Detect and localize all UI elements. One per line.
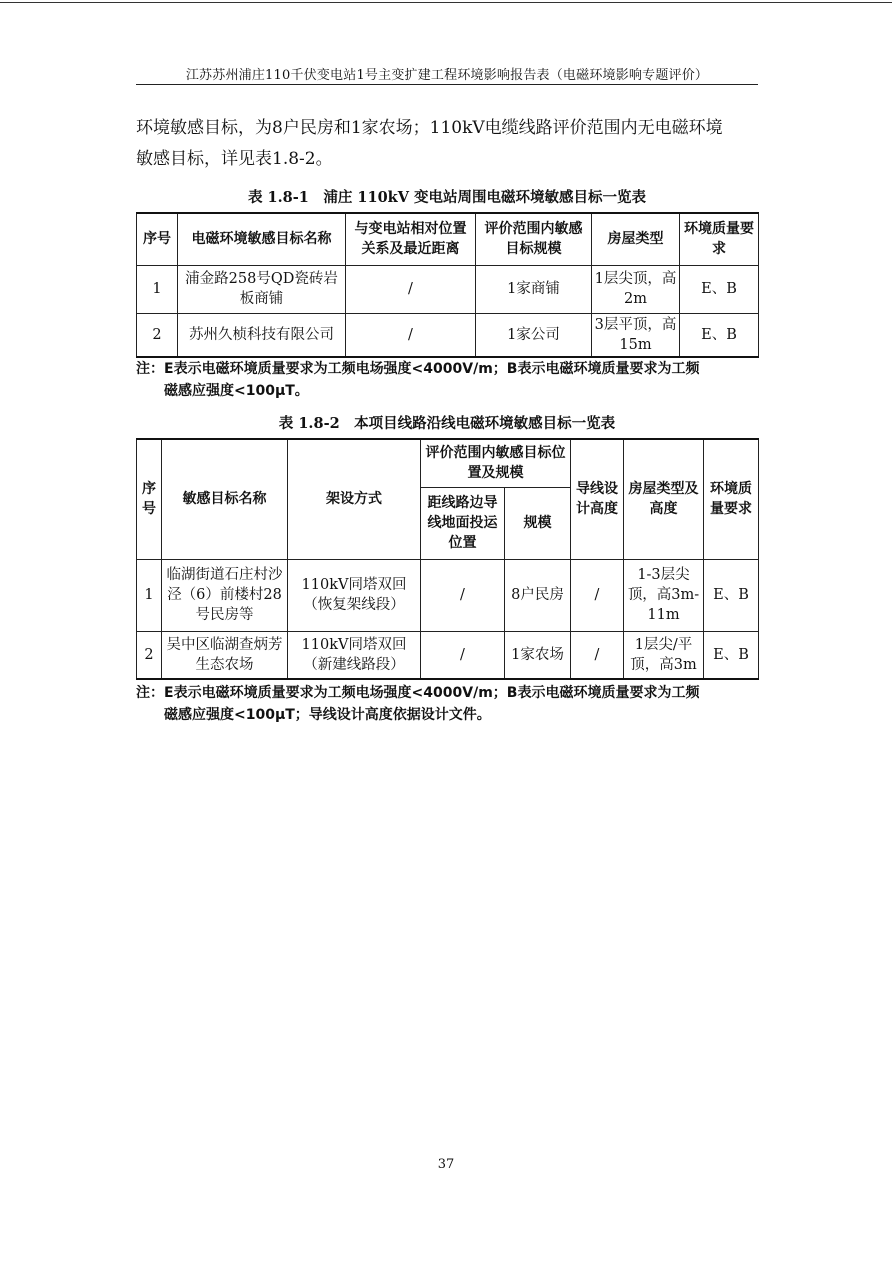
table1: [136, 212, 759, 358]
table1-header-row: [137, 213, 759, 265]
table-cell: 110kV同塔双回（恢复架线段）: [288, 559, 421, 631]
table-cell: 8户民房: [505, 559, 571, 631]
table-row: [137, 265, 759, 313]
body-line-1: 环境敏感目标，为8户民房和1家农场；110kV电缆线路评价范围内无电磁环境: [136, 118, 723, 138]
table2-header-cell: 距线路边导线地面投运位置: [421, 487, 505, 559]
body-line-2: 敏感目标，详见表1.8-2。: [136, 149, 333, 169]
page-header: 江苏苏州浦庄110千伏变电站1号主变扩建工程环境影响报告表（电磁环境影响专题评价）: [185, 68, 709, 83]
table-cell: 苏州久桢科技有限公司: [178, 313, 346, 357]
table-cell: 3层平顶，高15m: [592, 313, 680, 357]
top-border-line: [0, 2, 892, 3]
table2-note-line-1: 注：E表示电磁环境质量要求为工频电场强度<4000V/m；B表示电磁环境质量要求为工频: [136, 685, 700, 701]
table-cell: /: [346, 313, 476, 357]
table2-header-cell: 导线设计高度: [571, 439, 624, 559]
table1-header-cell: 评价范围内敏感目标规模: [476, 213, 592, 265]
table-cell: 1: [137, 559, 162, 631]
table2-header-cell: 敏感目标名称: [162, 439, 288, 559]
table1-note: [136, 358, 758, 402]
table1-header-cell: 环境质量要求: [680, 213, 759, 265]
table2-header-cell: 规模: [505, 487, 571, 559]
table-cell: /: [421, 559, 505, 631]
body-paragraph: [136, 113, 758, 175]
table-cell: E、B: [680, 313, 759, 357]
table-cell: 1家商铺: [476, 265, 592, 313]
table1-note-line-2: 磁感应强度<100μT。: [164, 383, 309, 399]
table2: [136, 438, 759, 680]
table2-header-cell: 房屋类型及高度: [624, 439, 704, 559]
table1-header-cell: 电磁环境敏感目标名称: [178, 213, 346, 265]
table1-header-cell: 序号: [137, 213, 178, 265]
table-cell: 1层尖/平顶，高3m: [624, 631, 704, 679]
table-cell: E、B: [704, 559, 759, 631]
table2-header-cell: 序号: [137, 439, 162, 559]
table-cell: /: [421, 631, 505, 679]
table-cell: 吴中区临湖查炳芳生态农场: [162, 631, 288, 679]
table-cell: 1: [137, 265, 178, 313]
table2-header-cell: 环境质量要求: [704, 439, 759, 559]
table2-header-cell: 架设方式: [288, 439, 421, 559]
table2-header-row: [137, 439, 759, 487]
table-cell: E、B: [704, 631, 759, 679]
table-cell: 1家农场: [505, 631, 571, 679]
table-cell: E、B: [680, 265, 759, 313]
table-cell: 临湖街道石庄村沙泾（6）前楼村28号民房等: [162, 559, 288, 631]
table1-header-cell: 与变电站相对位置关系及最近距离: [346, 213, 476, 265]
table-cell: 2: [137, 313, 178, 357]
table2-header-cell: 评价范围内敏感目标位置及规模: [421, 439, 571, 487]
table-cell: /: [571, 559, 624, 631]
table1-note-line-1: 注：E表示电磁环境质量要求为工频电场强度<4000V/m；B表示电磁环境质量要求为工频: [136, 361, 700, 377]
table-cell: 110kV同塔双回（新建线路段）: [288, 631, 421, 679]
table-cell: 1层尖顶，高2m: [592, 265, 680, 313]
table-cell: 2: [137, 631, 162, 679]
table-row: [137, 313, 759, 357]
table2-note: [136, 682, 758, 726]
table-row: [137, 631, 759, 679]
page-number: 37: [437, 1157, 455, 1172]
table-cell: /: [571, 631, 624, 679]
table-cell: 1-3层尖顶，高3m-11m: [624, 559, 704, 631]
header-rule: [136, 84, 758, 85]
table-cell: /: [346, 265, 476, 313]
table2-note-line-2: 磁感应强度<100μT；导线设计高度依据设计文件。: [164, 707, 491, 723]
table-cell: 1家公司: [476, 313, 592, 357]
table2-caption: 表 1.8-2 本项目线路沿线电磁环境敏感目标一览表: [278, 415, 616, 432]
table-cell: 浦金路258号QD瓷砖岩板商铺: [178, 265, 346, 313]
table1-header-cell: 房屋类型: [592, 213, 680, 265]
table-row: [137, 559, 759, 631]
table1-caption: 表 1.8-1 浦庄 110kV 变电站周围电磁环境敏感目标一览表: [247, 189, 647, 206]
